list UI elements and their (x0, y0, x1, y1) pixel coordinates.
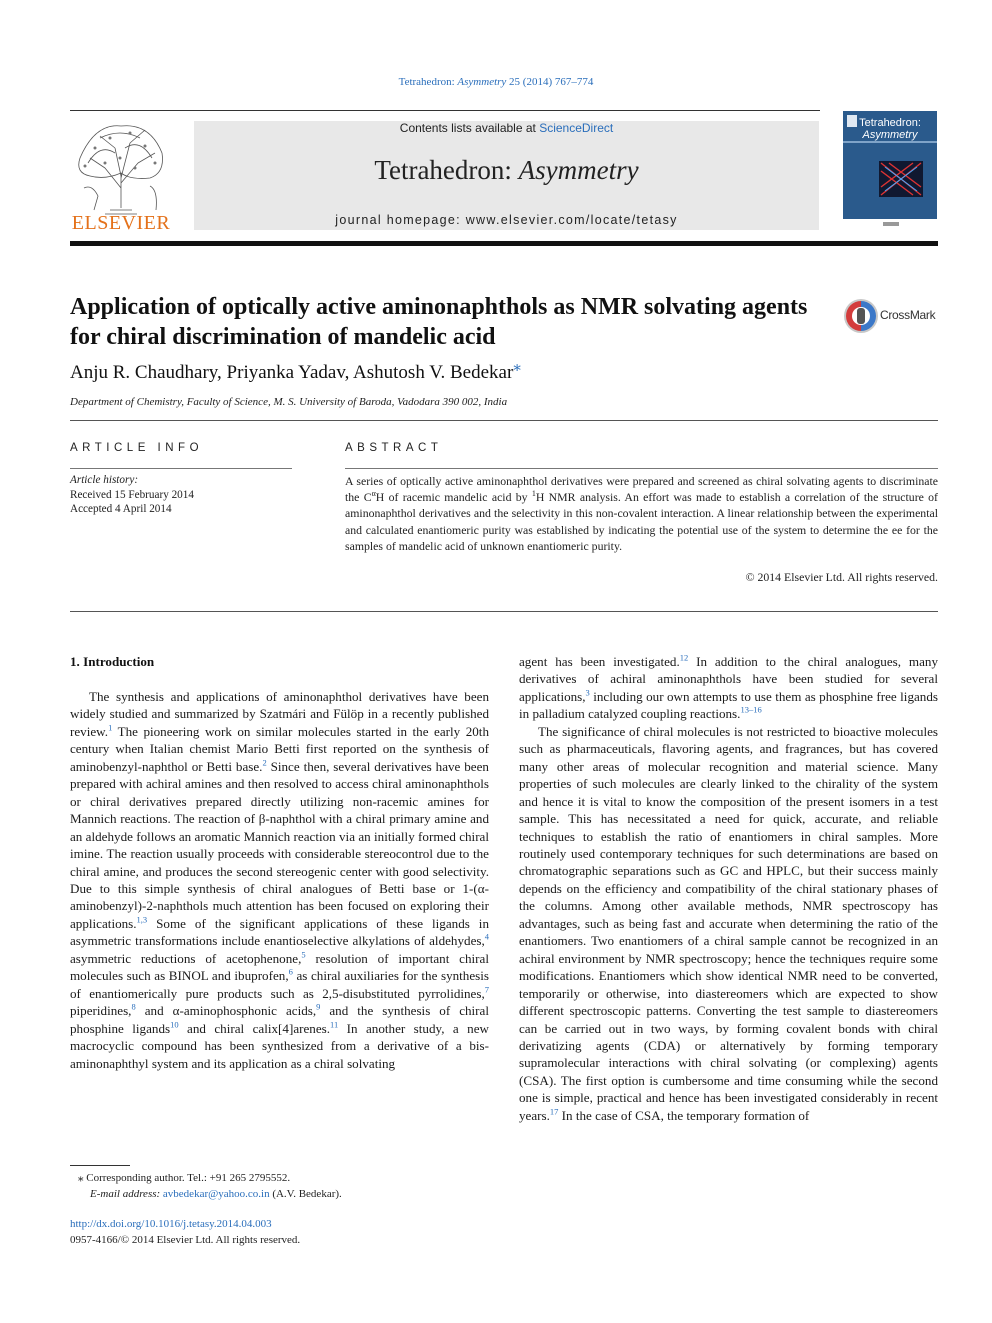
body-column-left: The synthesis and applications of aminonaphthol derivatives have been widely studied and summarized by Szatmári and Fülöp in a recently published review.$^1$ The pioneering work on similar molecules started in the early 20th century when Italian chemist Mario Betti first reported on the synthesis of aminobenzyl-naphthol or Betti base.$^2$ Since then, several derivatives have been prepared with achiral amines and then resolved to access chiral aminonaphthols or chiral derivatives prepared directly utilizing non-racemic amines for Mannich reactions. The reaction of β-naphthol with a chiral primary amine and an aldehyde follows an aromatic Mannich reaction via an initially formed chiral imine. The reaction usually proceeds with considerable stereocontrol due to the chiral amine, and produces the second stereogenic center with good selectivity. Due to this simple synthesis of chiral analogues of Betti base or 1-(α-aminobenzyl)-2-naphthols much attention has been focused on exploring their applications.$^{1,3}$ Some of the significant applications of these ligands in asymmetric transformations include enantioselective alkylations of aldehydes,$^4$ asymmetric reductions of acetophenone,$^5$ resolution of important chiral molecules such as BINOL and ibuprofen,$^6$ as chiral auxiliaries for the synthesis of enantiomerically pure products such as 2,5-disubstituted pyrrolidines,$^7$ piperidines,$^8$ and α-aminophosphonic acids,$^9$ and the synthesis of chiral phosphine ligands$^{10}$ and chiral calix[4]arenes.$^{11}$ In another study, a new macrocyclic compound has been synthesized from a derivative of a bis-aminonaphthyl system and its application as a chiral solvating (70, 689, 489, 1071)
doi-link[interactable]: http://dx.doi.org/10.1016/j.tetasy.2014.04.003 (70, 1218, 272, 1230)
crossmark-icon[interactable] (843, 298, 879, 334)
contents-line: Contents lists available at ScienceDirect (399, 121, 614, 135)
author-list: Anju R. Chaudhary, Priyanka Yadav, Ashutosh V. Bedekar⁎ (70, 358, 521, 383)
article-history (70, 473, 194, 517)
ref-link[interactable]: 4 (484, 931, 489, 942)
accepted-date: Accepted 4 April 2014 (70, 503, 172, 515)
ref-link[interactable]: 11 (330, 1019, 339, 1030)
journal-homepage[interactable]: journal homepage: www.elsevier.com/locate/tetasy (335, 213, 678, 227)
article-title: Application of optically active aminonaphthols as NMR solvating agents for chiral discrimination of mandelic acid (70, 294, 808, 350)
article-info-rule (70, 468, 292, 469)
ref-link[interactable]: 1,3 (136, 914, 148, 925)
abstract-text: A series of optically active aminonaphthol derivatives were prepared and screened as chiral solvating agents to discriminate the $C^\alpha H$ of racemic mandelic acid by $^1$H NMR analysis. An effort was made to establish a correlation of the structure of aminonaphthol derivatives and the selectivity in this non-covalent interaction. A linear relationship between the experimental and calculated enantiomeric purity was established by indicating the potential use of the system to determine the ee for the samples of mandelic acid of unknown enantiomeric purity. (345, 474, 938, 553)
ref-link[interactable]: 12 (679, 652, 689, 663)
ref-link[interactable]: 8 (131, 1001, 136, 1012)
corresponding-author-mark[interactable]: ⁎ (513, 358, 521, 375)
journal-citation[interactable]: Tetrahedron: Asymmetry 25 (2014) 767–774 (398, 76, 594, 88)
ref-link[interactable]: 13–16 (740, 705, 762, 715)
ref-link[interactable]: 7 (484, 984, 489, 995)
footnote-rule (70, 1165, 130, 1166)
sciencedirect-link[interactable]: ScienceDirect (539, 121, 614, 135)
ref-link[interactable]: 5 (301, 949, 306, 960)
issn-line: 0957-4166/© 2014 Elsevier Ltd. All rights reserved. (70, 1234, 301, 1246)
cover-title: Tetrahedron: Asymmetry (859, 117, 921, 141)
author-email-link[interactable]: avbedekar@yahoo.co.in (162, 1188, 270, 1200)
ref-link[interactable]: 10 (170, 1019, 179, 1030)
journal-name: Tetrahedron: Asymmetry (374, 155, 639, 185)
received-date: Received 15 February 2014 (70, 488, 194, 501)
history-label: Article history: (70, 474, 139, 486)
title-divider (70, 420, 938, 421)
ref-link[interactable]: 1 (108, 722, 113, 733)
affiliation: Department of Chemistry, Faculty of Science, M. S. University of Baroda, Vadodara 390 002, India (70, 396, 508, 408)
ref-link[interactable]: 17 (549, 1106, 559, 1117)
doi-block (70, 1216, 300, 1248)
abstract-divider (70, 611, 938, 612)
section-heading-introduction: 1. Introduction (70, 654, 155, 669)
ref-link[interactable]: 6 (288, 966, 293, 977)
crossmark-label[interactable]: CrossMark (880, 308, 936, 322)
abstract-copyright: © 2014 Elsevier Ltd. All rights reserved. (745, 570, 938, 584)
ref-link[interactable]: 9 (316, 1001, 321, 1012)
header-thick-rule (70, 241, 938, 246)
ref-link[interactable]: 2 (262, 757, 267, 768)
abstract-heading: ABSTRACT (345, 442, 443, 454)
footnote: ⁎ Corresponding author. Tel.: +91 265 2795552. E-mail address: avbedekar@yahoo.co.in (A.V. Bedekar). (78, 1172, 342, 1200)
elsevier-wordmark[interactable]: ELSEVIER (71, 212, 171, 234)
ref-link[interactable]: 3 (585, 687, 590, 698)
abstract-rule (345, 468, 938, 469)
header-divider (70, 110, 820, 111)
article-info-heading: ARTICLE INFO (70, 442, 204, 454)
body-column-right: agent has been investigated.$^{12}$ In addition to the chiral analogues, many derivatives of achiral aminonaphthols have been studied for several applications,$^3$ including our own attempts to use them as phosphine free ligands in palladium catalyzed coupling reactions.$^{13-16}$ The significance of chiral molecules is not restricted to bioactive molecules such as pharmaceuticals, flavoring agents, and fragrances, but has covered many other areas of molecular recognition and material science. Many properties of such molecules are clearly linked to the chirality of the system and hence it is vital to know the composition of the present isomers in a test sample. This has necessitated a need for quick, accurate, and reliable techniques to establish the ratio of enantiomers in chiral samples. More routinely used contemporary techniques for such determinations are based on chromatographic separations such as GC and HPLC, but their success mainly depends on the efficiency and compatibility of the chiral stationary phases of the columns. Among other available methods, NMR spectroscopy has advantages, such as being fast and accurate when determining the ratio of the enantiomers. Two enantiomers of a chiral sample cannot be recognized in an achiral environment by NMR spectroscopy; hence the techniques require some modifications. Enantiomers which show identical NMR need to be converted, temporarily or otherwise, into diastereomers which are expected to show different spectroscopic patterns. Converting the test sample to diastereomers can be carried out in two ways, by forming covalent bonds with chiral derivatizing agents (CDA) or alternatively by forming temporary supramolecular interactions with chiral solvating (or complexing) agents (CSA). The first option is cumbersome and time consuming while the second one is simple, practical and hence has been investigated considerably in recent years.$^{17}$ In the case of CSA, the temporary formation of (519, 652, 939, 1123)
